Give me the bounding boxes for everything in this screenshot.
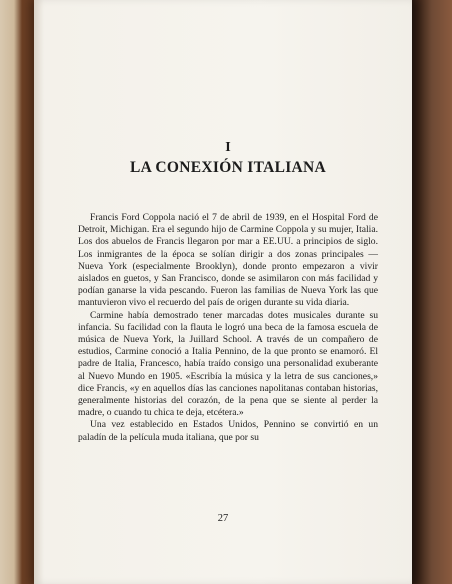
- chapter-title: LA CONEXIÓN ITALIANA: [129, 159, 327, 176]
- book-page: [34, 0, 412, 584]
- paragraph: Una vez establecido en Estados Unidos, Pennino se convirtió en un paladín de la película muda italiana, que por su: [78, 419, 378, 443]
- page-number: 27: [217, 513, 229, 524]
- page-content: [78, 140, 378, 444]
- paragraph: Carmine había demostrado tener marcadas dotes musicales durante su infancia. Su facilidad con la flauta le logró una beca de la famosa escuela de música de Nueva York, la Juillard School. A través de un compañero de estudios, Carmine conoció a Italia Pennino, de la que pronto se enamoró. El padre de Italia, Francesco, había traído consigo una personalidad exuberante al Nuevo Mundo en 1905. «Escribía la música y la letra de sus canciones,» dice Francis, «y en aquellos días las canciones napolitanas contaban historias, generalmente historias del corazón, de la pena que se siente al perder la madre, o cuando tu chica te deja, etcétera.»: [78, 309, 378, 419]
- paragraph: Francis Ford Coppola nació el 7 de abril de 1939, en el Hospital Ford de Detroit, Michigan. Era el segundo hijo de Carmine Coppola y su mujer, Italia. Los dos abuelos de Francis llegaron por mar a EE.UU. a principios de siglo. Los inmigrantes de la época se solían dirigir a dos zonas principales — Nueva York (especialmente Brooklyn), donde pronto empezaron a vivir aislados en guetos, y San Francisco, donde se asimilaron con más facilidad y podían ganarse la vida pescando. Fueron las familias de Nueva York las que mantuvieron vivo el recuerdo del país de origen durante su vida diaria.: [78, 212, 378, 309]
- chapter-body: [78, 212, 378, 444]
- chapter-number: I: [225, 140, 231, 155]
